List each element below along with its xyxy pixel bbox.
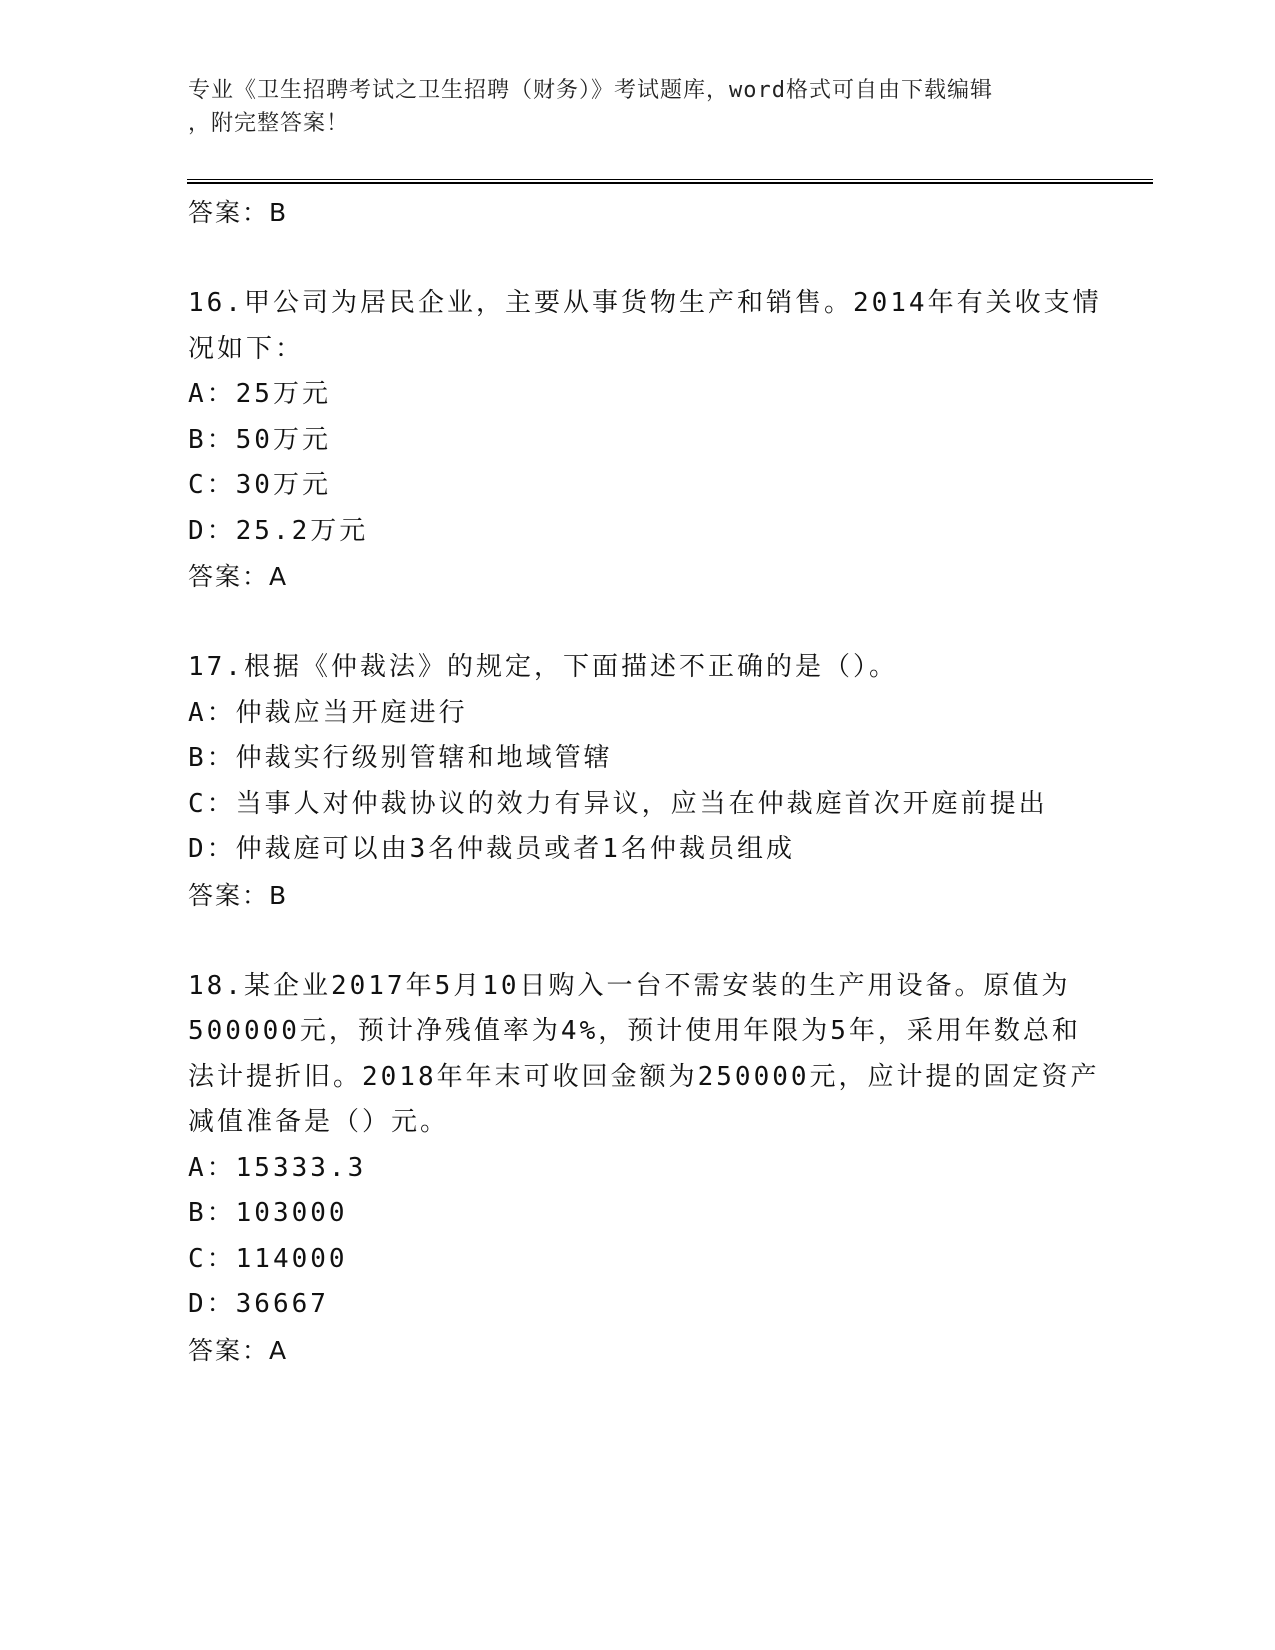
question-stem-line: 500000元，预计净残值率为4%，预计使用年限为5年，采用年数总和	[188, 1016, 1081, 1046]
option-c: C：30万元	[188, 470, 331, 500]
question-stem-line: 17.根据《仲裁法》的规定，下面描述不正确的是（）。	[188, 652, 898, 682]
option-a: A：15333.3	[188, 1152, 367, 1183]
question-answer: 答案：A	[188, 562, 289, 591]
spacer	[188, 918, 1088, 964]
question-18	[188, 964, 1100, 1374]
question-stem-line: 18.某企业2017年5月10日购入一台不需安装的生产用设备。原值为	[188, 970, 1071, 1001]
spacer	[188, 236, 1088, 282]
question-answer: 答案：B	[188, 880, 289, 910]
option-b: B：仲裁实行级别管辖和地域管辖	[188, 743, 613, 773]
spacer	[188, 600, 1088, 646]
question-stem-line: 法计提折旧。2018年年末可收回金额为250000元，应计提的固定资产	[188, 1061, 1100, 1092]
option-d: D：25.2万元	[188, 515, 369, 546]
option-b: B：103000	[188, 1198, 348, 1228]
question-16	[188, 281, 1102, 600]
option-a: A：25万元	[188, 379, 331, 409]
question-stem-line: 16.甲公司为居民企业，主要从事货物生产和销售。2014年有关收支情	[188, 288, 1102, 318]
header-divider-thin	[187, 179, 1153, 180]
document-header	[188, 74, 1088, 140]
option-a: A：仲裁应当开庭进行	[188, 697, 468, 728]
option-d: D：36667	[188, 1289, 329, 1319]
question-stem-line: 况如下：	[188, 333, 305, 364]
option-b: B：50万元	[188, 424, 331, 455]
previous-answer: 答案：B	[188, 198, 289, 227]
question-stem-line: 减值准备是（）元。	[188, 1107, 450, 1137]
option-c: C：当事人对仲裁协议的效力有异议，应当在仲裁庭首次开庭前提出	[188, 788, 1048, 819]
question-17	[188, 645, 1088, 918]
header-line-1: 专业《卫生招聘考试之卫生招聘（财务）》考试题库，word格式可自由下载编辑	[188, 78, 993, 103]
option-d: D：仲裁庭可以由3名仲裁员或者1名仲裁员组成	[188, 834, 795, 864]
question-answer: 答案：A	[188, 1335, 289, 1365]
document-body	[188, 190, 1102, 1373]
header-line-2: ，附完整答案！	[188, 111, 350, 136]
header-divider-thick	[187, 182, 1153, 184]
option-c: C：114000	[188, 1243, 348, 1274]
